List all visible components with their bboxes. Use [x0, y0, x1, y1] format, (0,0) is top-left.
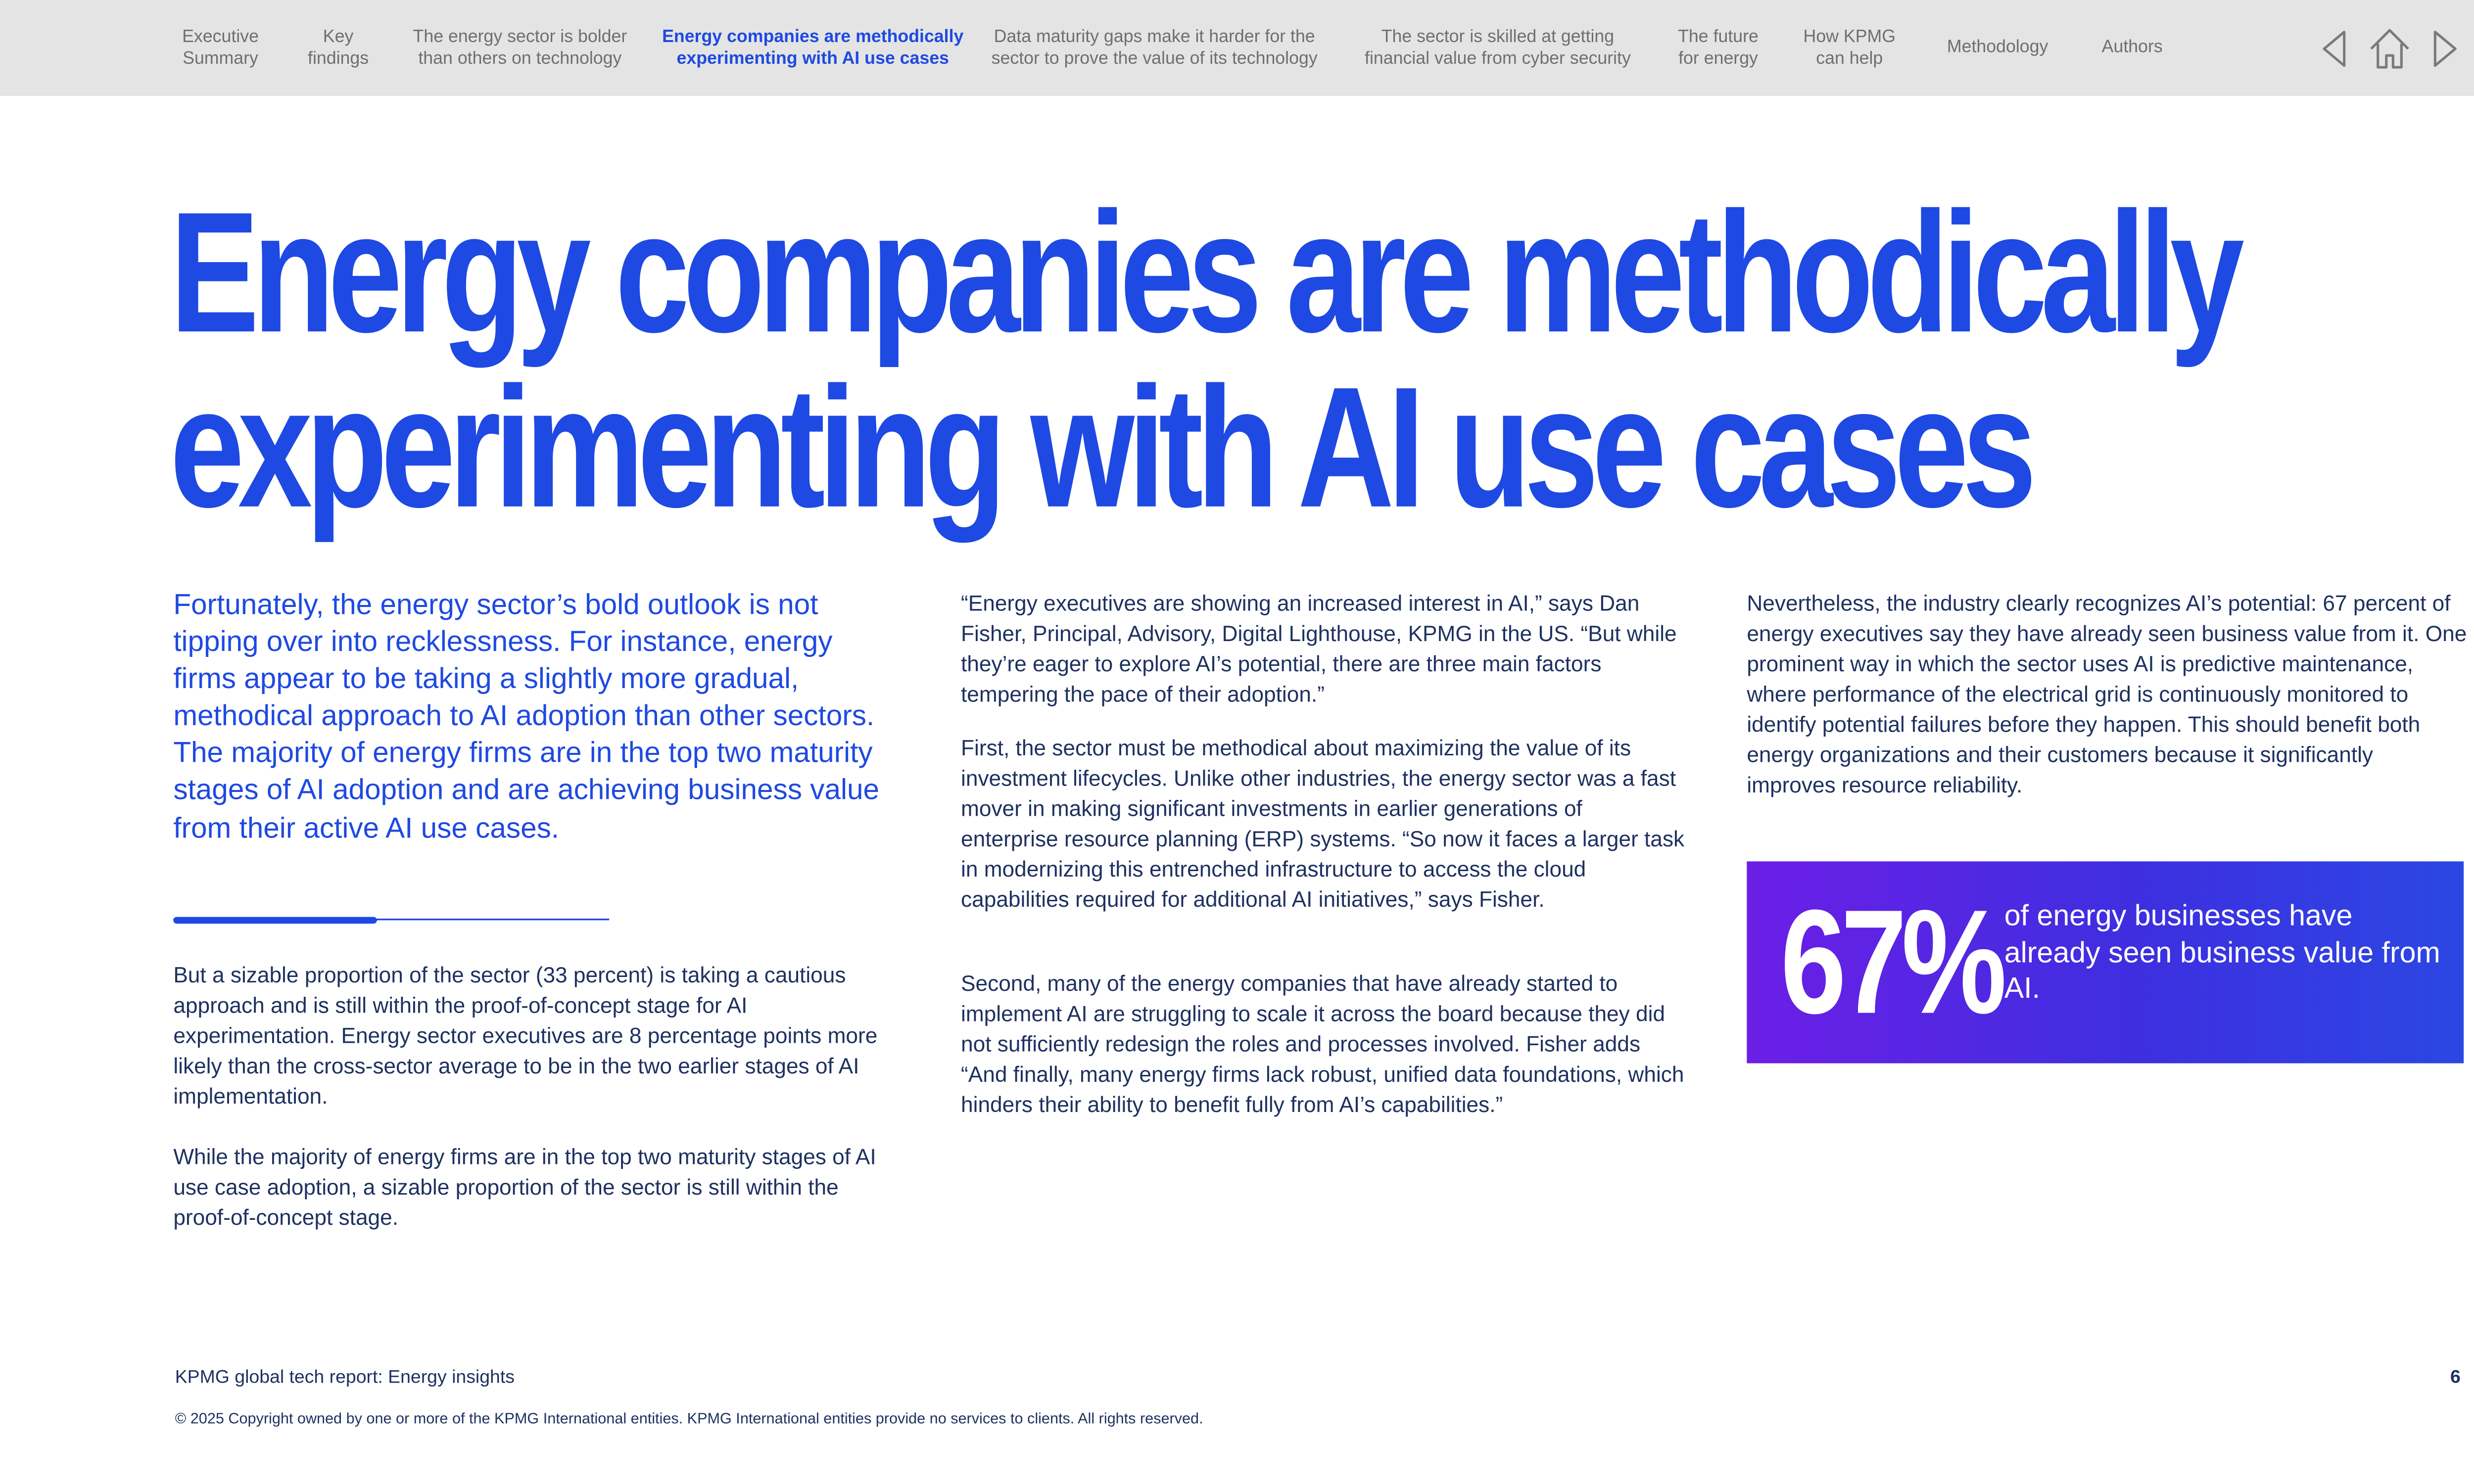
stat-value: 67% [1780, 878, 2001, 1045]
page-title [170, 177, 2238, 544]
footer-report-title: KPMG global tech report: Energy insights [175, 1368, 515, 1388]
nav-item-key-findings[interactable]: Key findings [308, 26, 369, 68]
lede-paragraph: Fortunately, the energy sector’s bold outlook is not tipping over into recklessness. For instance, energy firms appear to be taking a slightly more gradual, methodical approach to AI adoption than other sectors. The majority of energy firms are in the top two maturity stages of AI adoption and are achieving business value from their active AI use cases. [173, 587, 880, 844]
middle-paragraph-3: Second, many of the energy companies that have already started to implement AI are struggling to scale it across the board because they did not sufficiently redesign the roles and processes involved. Fisher adds “And finally, many energy firms lack robust, unified data foundations, which hinders their ability to benefit fully from AI’s capabilities.” [961, 971, 1684, 1117]
nav-item-authors[interactable]: Authors [2101, 37, 2163, 57]
middle-paragraph-2: First, the sector must be methodical about maximizing the value of its investment lifecycles. Unlike other industries, the energy sector was a fast mover in making significant investments in earlier generations of enterprise resource planning (ERP) systems. “So now it faces a larger task in modernizing this entrenched infrastructure to access the cloud capabilities required for additional AI initiatives,” says Fisher. [961, 735, 1685, 912]
copyright-notice: © 2025 Copyright owned by one or more of the KPMG International entities. KPMG International entities provide no services to clients. All rights reserved. [175, 1410, 1203, 1427]
middle-paragraph-1: “Energy executives are showing an increased interest in AI,” says Dan Fisher, Principal, Advisory, Digital Lighthouse, KPMG in the US. “But while they’re eager to explore AI’s potential, there are three main factors tempering the pace of their adoption.” [961, 590, 1677, 707]
nav-item-how-kpmg-can-help[interactable]: How KPMG can help [1803, 26, 1896, 68]
nav-item-methodically-experimenting[interactable]: Energy companies are methodically experimenting with AI use cases [662, 26, 964, 68]
nav-item-bolder-on-technology[interactable]: The energy sector is bolder than others on technology [413, 26, 627, 68]
nav-item-future-for-energy[interactable]: The future for energy [1678, 26, 1759, 68]
left-paragraph-2: While the majority of energy firms are in the top two maturity stages of AI use case adoption, a sizable proportion of the sector is still within the proof-of-concept stage. [173, 1144, 876, 1230]
nav-item-methodology[interactable]: Methodology [1947, 37, 2048, 57]
section-divider-accent [173, 917, 377, 924]
right-paragraph-1: Nevertheless, the industry clearly recognizes AI’s potential: 67 percent of energy executives say they have already seen business value from it. One prominent way in which the sector uses AI is predictive maintenance, where performance of the electrical grid is continuously monitored to identify potential failures before they happen. This should benefit both energy organizations and their customers because it significantly improves resource reliability. [1747, 590, 2467, 798]
page-number: 6 [2450, 1368, 2461, 1388]
left-paragraph-1: But a sizable proportion of the sector (33 percent) is taking a cautious approach and is still within the proof-of-concept stage for AI experimentation. Energy sector executives are 8 percentage points more likely than the cross-sector average to be in the two earlier stages of AI implementation. [173, 962, 878, 1109]
prev-arrow-icon[interactable] [2319, 24, 2349, 74]
next-arrow-icon[interactable] [2430, 24, 2460, 74]
stat-description: of energy businesses have already seen business value from AI. [2004, 898, 2440, 1005]
nav-item-cyber-security[interactable]: The sector is skilled at getting financial value from cyber security [1365, 26, 1631, 68]
nav-item-executive-summary[interactable]: Executive Summary [182, 26, 259, 68]
page-title-line-2: experimenting with AI use cases [170, 351, 2030, 544]
nav-item-data-maturity-gaps[interactable]: Data maturity gaps make it harder for the sector to prove the value of its technology [991, 26, 1318, 68]
top-navigation [0, 0, 2474, 96]
stat-callout [1747, 861, 2464, 1063]
page-title-line-1: Energy companies are methodically [170, 177, 2238, 369]
home-icon[interactable] [2366, 24, 2413, 74]
